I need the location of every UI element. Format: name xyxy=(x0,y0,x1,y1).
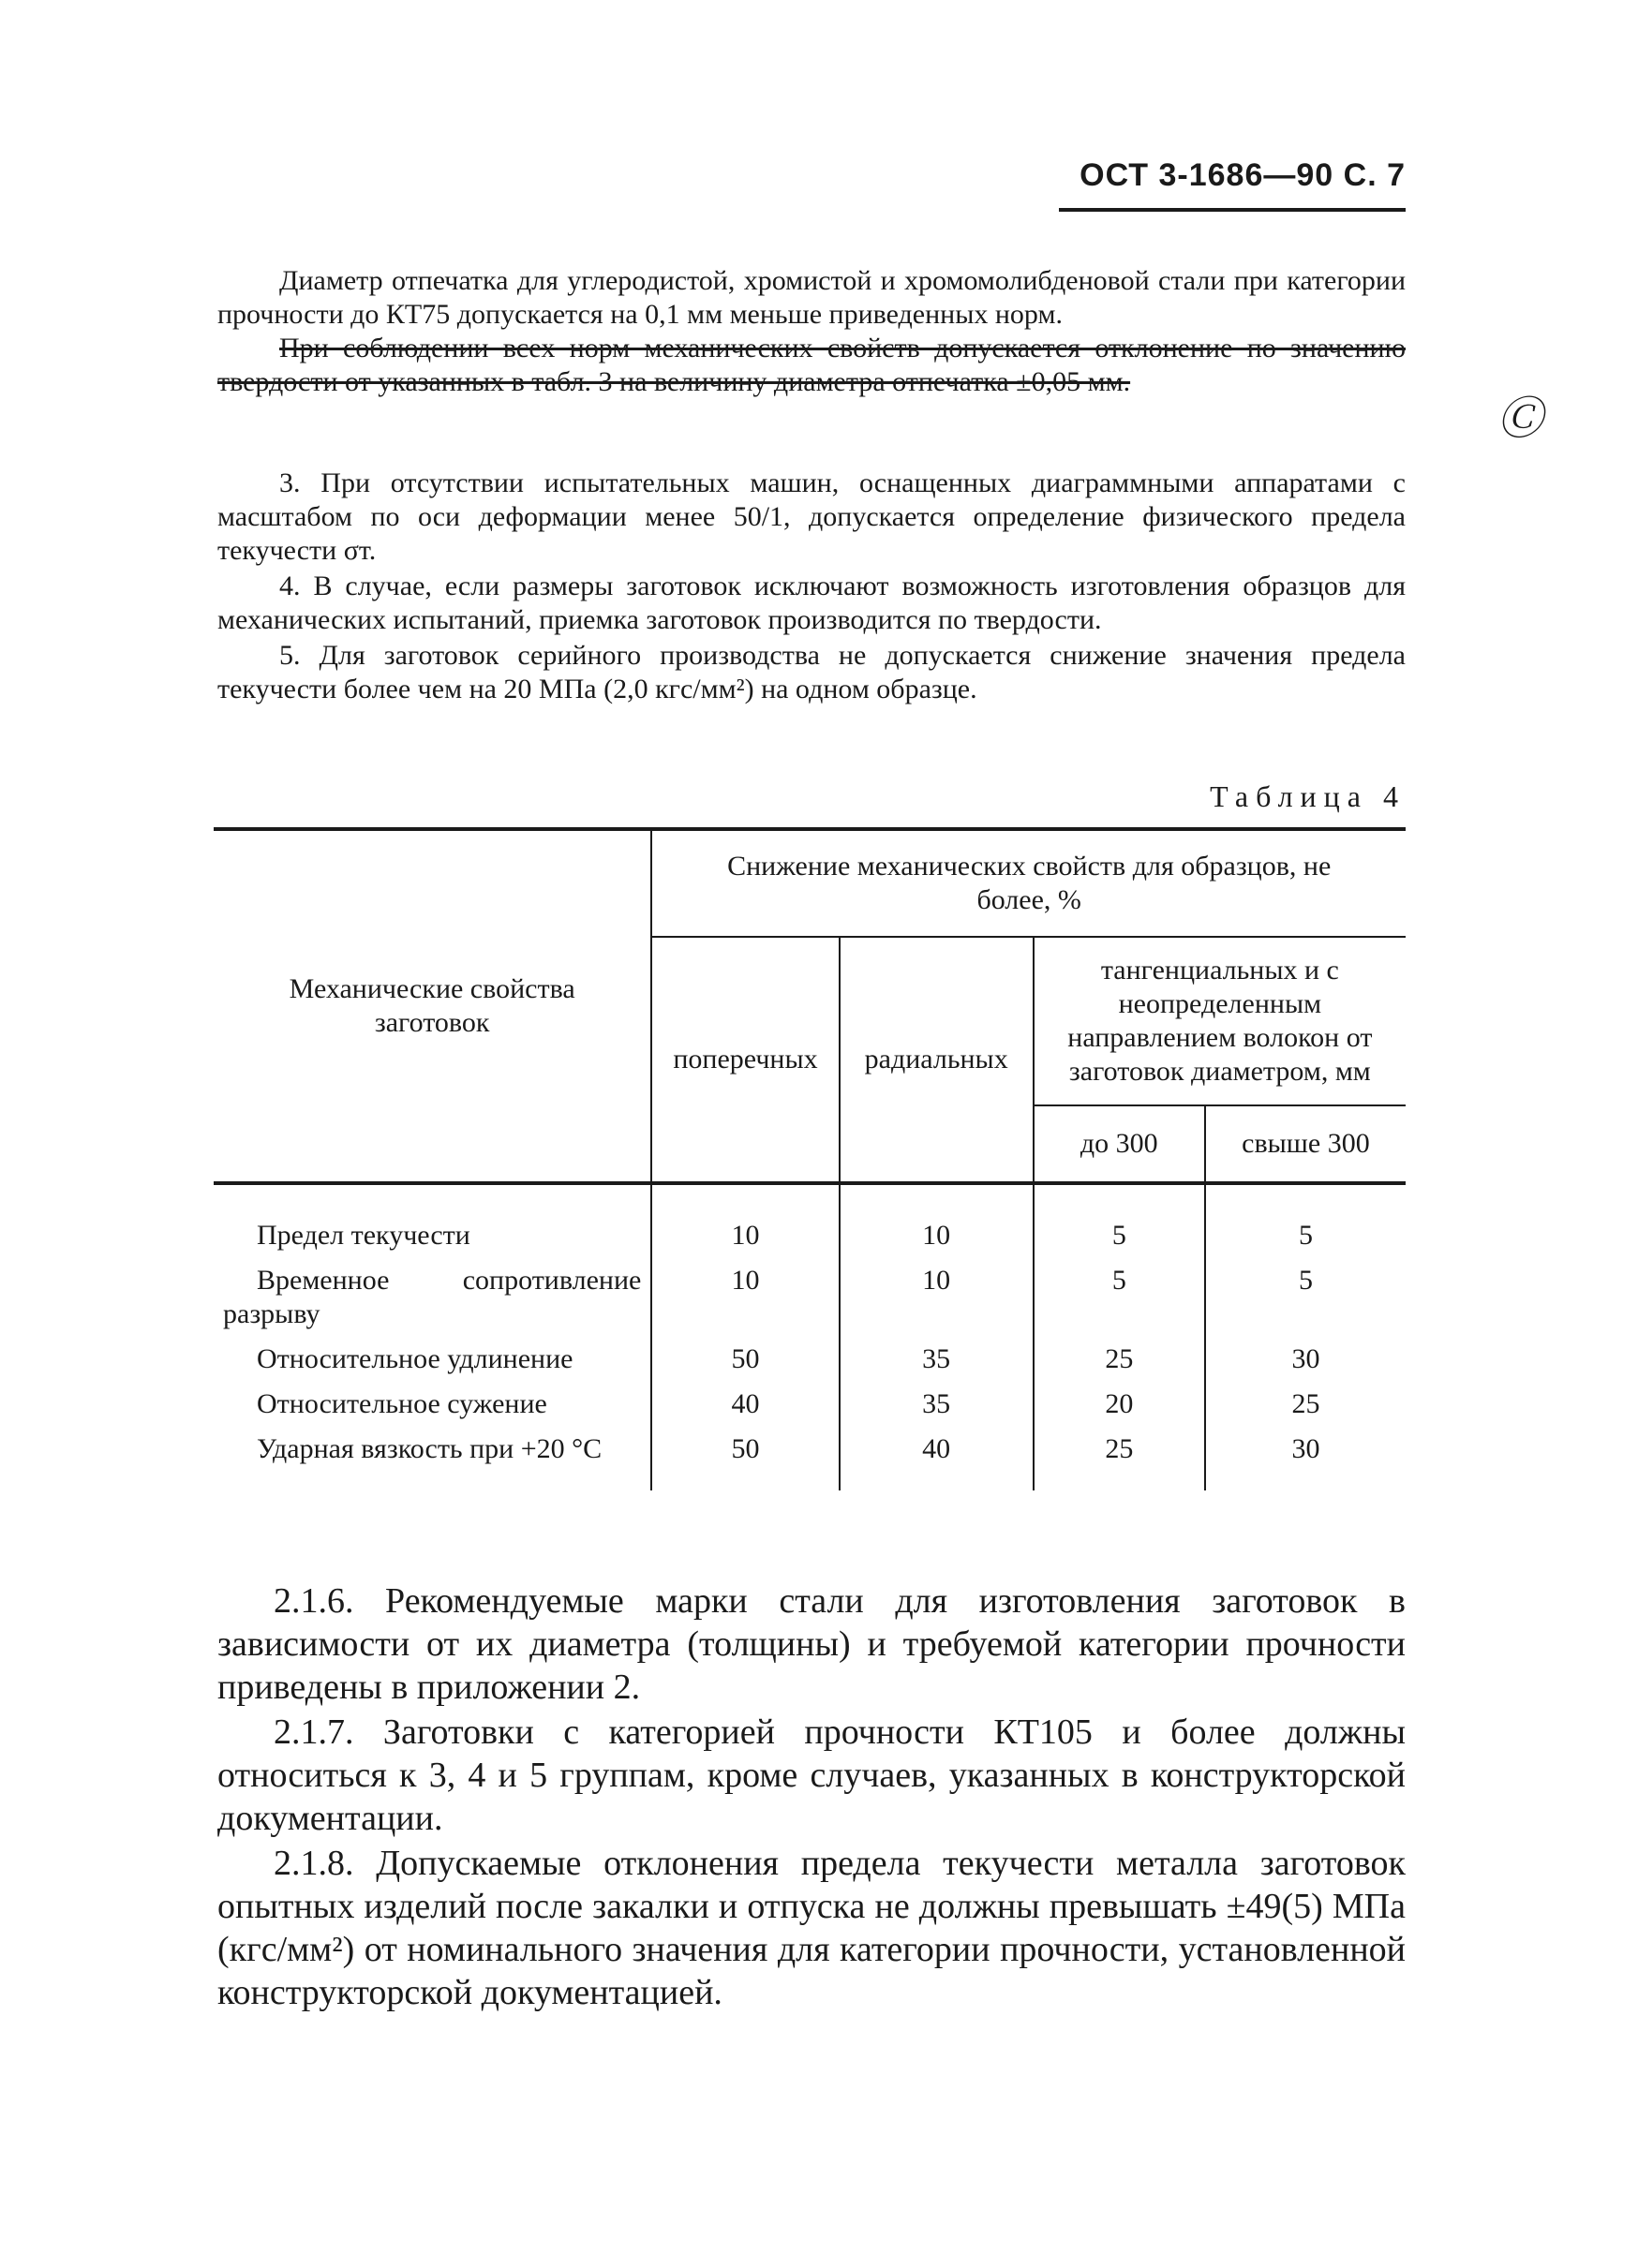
cell-upto-300: 25 xyxy=(1034,1335,1205,1380)
table-4 xyxy=(214,827,1406,1490)
cell-radial: 35 xyxy=(840,1380,1034,1425)
table-row xyxy=(214,1256,1406,1335)
row-name: Относительное удлинение xyxy=(257,1343,573,1374)
margin-correction-mark: Ⓒ xyxy=(1497,393,1543,445)
header-upto-300: до 300 xyxy=(1034,1105,1205,1183)
row-name: Ударная вязкость при +20 °С xyxy=(257,1433,603,1464)
header-rule xyxy=(1059,208,1406,212)
table-row xyxy=(214,1335,1406,1380)
header-group: Снижение механических свойств для образцов, не более, % xyxy=(651,829,1406,937)
cell-over-300: 30 xyxy=(1205,1335,1406,1380)
note-5: 5. Для заготовок серийного производства не допускается снижение значения предела текучести более чем на 20 МПа (2,0 кгс/мм²) на одном образце. xyxy=(217,640,1406,704)
header-transverse: поперечных xyxy=(651,937,839,1183)
cell-radial: 10 xyxy=(840,1256,1034,1335)
paragraph-2-1-8: 2.1.8. Допускаемые отклонения предела текучести металла заготовок опытных изделий после закалки и отпуска не должны превышать ±49(5) МПа (кгс/мм²) от номинального значения для категории прочности, установленной конструкторской документацией. xyxy=(217,1844,1406,2012)
header-property: Механические свойства заготовок xyxy=(289,973,575,1038)
cell-upto-300: 20 xyxy=(1034,1380,1205,1425)
cell-upto-300: 5 xyxy=(1034,1183,1205,1256)
diameter-note: Диаметр отпечатка для углеродистой, хромистой и хромомолибденовой стали при категории прочности до КТ75 допускается на 0,1 мм меньше приведенных норм. xyxy=(217,265,1406,330)
table-caption: Таблица 4 xyxy=(1210,779,1406,813)
cell-radial: 40 xyxy=(840,1425,1034,1490)
page-header: ОСТ 3-1686—90 С. 7 xyxy=(1080,157,1406,193)
table-row xyxy=(214,1380,1406,1425)
cell-transverse: 10 xyxy=(651,1256,839,1335)
row-name: Относительное сужение xyxy=(257,1388,547,1419)
cell-transverse: 10 xyxy=(651,1183,839,1256)
header-tangential: тангенциальных и с неопределенным направлением волокон от заготовок диаметром, мм xyxy=(1034,937,1406,1105)
cell-over-300: 30 xyxy=(1205,1425,1406,1490)
cell-transverse: 40 xyxy=(651,1380,839,1425)
table-row xyxy=(214,1183,1406,1256)
notes-top xyxy=(217,264,1406,399)
header-radial: радиальных xyxy=(840,937,1034,1183)
row-name: Предел текучести xyxy=(257,1220,470,1251)
cell-transverse: 50 xyxy=(651,1425,839,1490)
cell-radial: 10 xyxy=(840,1183,1034,1256)
note-3: 3. При отсутствии испытательных машин, оснащенных диаграммными аппаратами с масштабом по оси деформации менее 50/1, допускается определение физического предела текучести σт. xyxy=(217,467,1406,566)
cell-over-300: 5 xyxy=(1205,1256,1406,1335)
cell-upto-300: 5 xyxy=(1034,1256,1205,1335)
note-4: 4. В случае, если размеры заготовок исключают возможность изготовления образцов для механических испытаний, приемка заготовок производится по твердости. xyxy=(217,571,1406,635)
header-over-300: свыше 300 xyxy=(1205,1105,1406,1183)
table-row xyxy=(214,1425,1406,1490)
paragraph-2-1-6: 2.1.6. Рекомендуемые марки стали для изготовления заготовок в зависимости от их диаметра (толщины) и требуемой категории прочности приведены в приложении 2. xyxy=(217,1581,1406,1707)
body-paragraphs xyxy=(217,1579,1406,2016)
cell-radial: 35 xyxy=(840,1335,1034,1380)
paragraph-2-1-7: 2.1.7. Заготовки с категорией прочности КТ105 и более должны относиться к 3, 4 и 5 группам, кроме случаев, указанных в конструкторской документации. xyxy=(217,1712,1406,1838)
struck-note: При соблюдении всех норм механических свойств допускается отклонение по значению твердости от указанных в табл. 3 на величину диаметра отпечатка ±0,05 мм. xyxy=(217,333,1406,397)
cell-transverse: 50 xyxy=(651,1335,839,1380)
cell-over-300: 5 xyxy=(1205,1183,1406,1256)
cell-upto-300: 25 xyxy=(1034,1425,1205,1490)
row-name: Временное сопротивление разрыву xyxy=(223,1265,642,1329)
notes-numbered xyxy=(217,467,1406,708)
cell-over-300: 25 xyxy=(1205,1380,1406,1425)
